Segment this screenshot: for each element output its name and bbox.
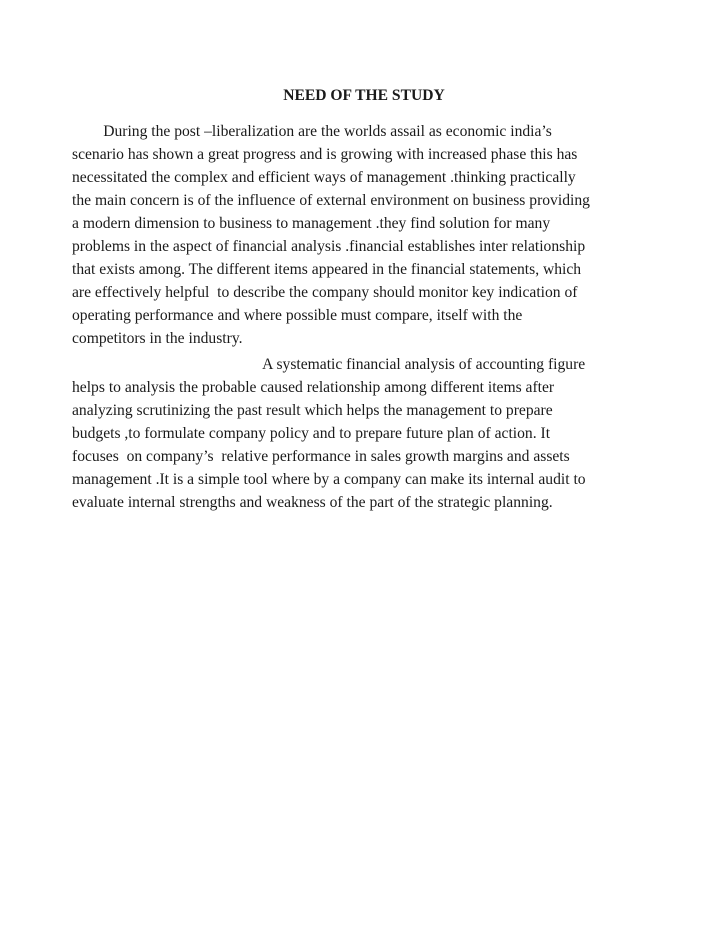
document-title: NEED OF THE STUDY bbox=[283, 87, 445, 104]
paragraph-need-of-study bbox=[72, 120, 662, 350]
paragraph-systematic-analysis bbox=[72, 353, 662, 514]
paragraph-line: focuses on company’s relative performance in sales growth margins and assets bbox=[72, 448, 570, 465]
paragraph-line: a modern dimension to business to management .they find solution for many bbox=[72, 215, 551, 232]
paragraph-line: the main concern is of the influence of external environment on business providing bbox=[72, 192, 590, 209]
paragraph-line: During the post –liberalization are the worlds assail as economic india’s bbox=[72, 123, 552, 140]
paragraph-line: management .It is a simple tool where by a company can make its internal audit to bbox=[72, 471, 586, 488]
paragraph-line: operating performance and where possible must compare, itself with the bbox=[72, 307, 523, 324]
paragraph-line: evaluate internal strengths and weakness of the part of the strategic planning. bbox=[72, 494, 553, 511]
paragraph-line: scenario has shown a great progress and is growing with increased phase this has bbox=[72, 146, 578, 163]
paragraph-line: that exists among. The different items appeared in the financial statements, which bbox=[72, 261, 582, 278]
paragraph-line: helps to analysis the probable caused relationship among different items after bbox=[72, 379, 555, 396]
paragraph-line: necessitated the complex and efficient ways of management .thinking practically bbox=[72, 169, 576, 186]
paragraph-line: problems in the aspect of financial analysis .financial establishes inter relationship bbox=[72, 238, 586, 255]
paragraph-line: competitors in the industry. bbox=[72, 330, 243, 347]
paragraph-line: A systematic financial analysis of accounting figure bbox=[72, 356, 586, 373]
paragraph-line: are effectively helpful to describe the company should monitor key indication of bbox=[72, 284, 578, 301]
paragraph-line: budgets ,to formulate company policy and to prepare future plan of action. It bbox=[72, 425, 551, 442]
paragraph-line: analyzing scrutinizing the past result which helps the management to prepare bbox=[72, 402, 553, 419]
